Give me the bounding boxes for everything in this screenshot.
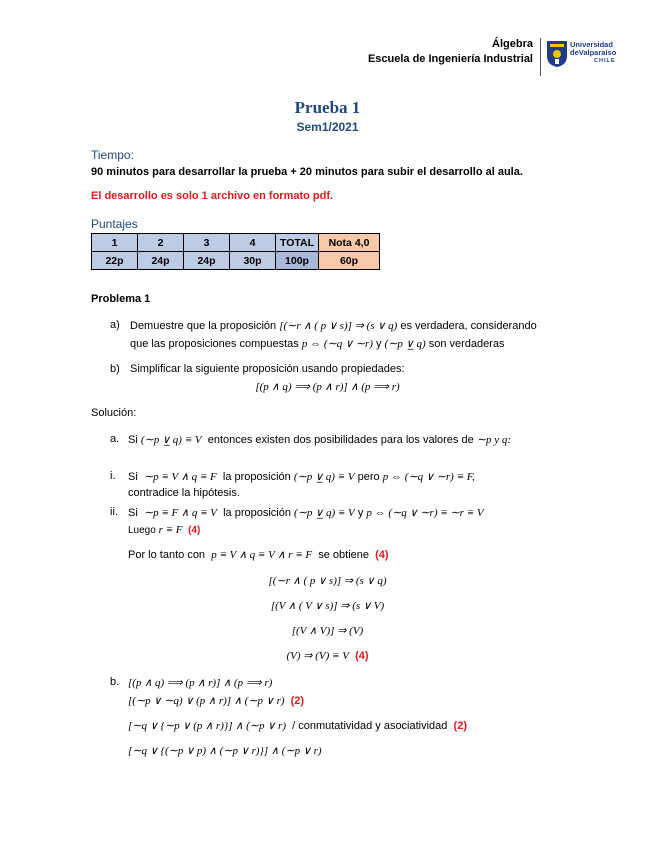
equation-step-3: [(V ∧ V)] ⇒ (V) bbox=[291, 625, 364, 637]
solucion-ii-expr1: ∼p ≡ F ∧ q ≡ V bbox=[143, 507, 217, 519]
table-header-cell: 1 bbox=[92, 234, 138, 252]
solucion-b-step-3-line bbox=[128, 719, 467, 732]
problema-a-line2 bbox=[130, 337, 505, 350]
equation-step-2: [(V ∧ ( V ∨ s)] ⇒ (s ∨ V) bbox=[270, 600, 385, 612]
university-crest-icon bbox=[546, 40, 568, 68]
solucion-i-pero: pero bbox=[357, 471, 380, 483]
table-header-cell: 3 bbox=[184, 234, 230, 252]
problema-a-y: y bbox=[375, 338, 382, 350]
solucion-i-expr2: (∼p ∨̲ q) ≡ V bbox=[293, 471, 355, 483]
logo-line-3: CHILE bbox=[594, 58, 616, 64]
course-name: Álgebra bbox=[492, 38, 533, 50]
tiempo-text: 90 minutos para desarrollar la prueba + 20 minutos para subir el desarrollo al aula. bbox=[91, 166, 523, 178]
table-cell: 24p bbox=[138, 252, 184, 270]
solucion-ii-luego-line bbox=[128, 524, 200, 536]
solucion-ii-expr3: p ⇔ (∼q ∨ ∼r) ≡ ∼r ≡ V bbox=[366, 507, 484, 519]
por-lo-tanto-expr: p ≡ V ∧ q ≡ V ∧ r ≡ F bbox=[211, 549, 313, 561]
solucion-i-si: Si bbox=[128, 471, 138, 483]
solucion-a-line bbox=[128, 433, 511, 446]
solucion-b-step-3-text: / conmutatividad y asociatividad bbox=[292, 720, 448, 732]
solucion-i-expr1: ∼p ≡ V ∧ q ≡ F bbox=[143, 471, 217, 483]
problema-a-expr2: p ⇔ (∼q ∨ ∼r) bbox=[301, 338, 373, 350]
table-header-cell: 2 bbox=[138, 234, 184, 252]
por-lo-tanto-text: Por lo tanto con bbox=[128, 549, 206, 561]
por-lo-tanto-line bbox=[128, 548, 389, 561]
university-logo-text bbox=[570, 41, 616, 65]
solucion-a-text: entonces existen dos posibilidades para los valores de bbox=[207, 434, 474, 446]
solucion-ii-si: Si bbox=[128, 507, 138, 519]
equation-step-4-line bbox=[0, 649, 655, 662]
solucion-title: Solución: bbox=[91, 407, 137, 419]
solucion-a-si: Si bbox=[128, 434, 138, 446]
problema-b-label: b) bbox=[110, 363, 120, 375]
table-header-cell: 4 bbox=[230, 234, 276, 252]
solucion-ii-line bbox=[128, 506, 484, 519]
problema-a-text: Demuestre que la proposición bbox=[130, 320, 277, 332]
solucion-b-step-3-points: (2) bbox=[453, 720, 467, 732]
table-cell: 60p bbox=[319, 252, 380, 270]
header bbox=[368, 37, 533, 67]
table-row bbox=[92, 234, 380, 252]
table-cell: 24p bbox=[184, 252, 230, 270]
problema-a-expr3: (∼p ∨̲ q) bbox=[384, 338, 426, 350]
solucion-a-expr: (∼p ∨̲ q) ≡ V bbox=[140, 434, 202, 446]
page-subtitle: Sem1/2021 bbox=[296, 120, 359, 134]
solucion-ii-expr2: (∼p ∨̲ q) ≡ V bbox=[294, 507, 355, 519]
problema-a-line1 bbox=[130, 319, 537, 332]
solucion-i-line2: contradice la hipótesis. bbox=[128, 487, 240, 499]
tiempo-label: Tiempo: bbox=[91, 148, 134, 162]
solucion-ii-y: y bbox=[357, 507, 364, 519]
problema-a-label: a) bbox=[110, 319, 120, 331]
solucion-ii-expr4: r ≡ F bbox=[158, 524, 183, 536]
logo-line-1: Universidad bbox=[570, 40, 613, 49]
table-row bbox=[92, 252, 380, 270]
school-name: Escuela de Ingeniería Industrial bbox=[367, 53, 533, 65]
puntajes-label: Puntajes bbox=[91, 217, 138, 231]
problema-b-expr: [(p ∧ q) ⟹ (p ∧ r)] ∧ (p ⟹ r) bbox=[255, 381, 400, 393]
solucion-i-text1: la proposición bbox=[222, 471, 291, 483]
header-divider bbox=[540, 38, 541, 76]
solucion-ii-label: ii. bbox=[110, 506, 118, 518]
page-title: Prueba 1 bbox=[294, 98, 361, 117]
table-cell: 100p bbox=[276, 252, 319, 270]
equation-step-4-points: (4) bbox=[355, 650, 369, 662]
equation-step-4: (V) ⇒ (V) ≡ V bbox=[286, 650, 349, 662]
table-cell: 22p bbox=[92, 252, 138, 270]
problema-a-text2: que las proposiciones compuestas bbox=[130, 338, 299, 350]
table-header-cell: TOTAL bbox=[276, 234, 319, 252]
solucion-ii-points: (4) bbox=[188, 525, 201, 536]
solucion-a-label: a. bbox=[110, 433, 120, 445]
solucion-b-step-3: [∼q ∨ {∼p ∨ (p ∧ r)}] ∧ (∼p ∨ r) bbox=[128, 720, 286, 732]
warning-text: El desarrollo es solo 1 archivo en formato pdf. bbox=[91, 190, 334, 202]
solucion-b-label: b. bbox=[110, 676, 120, 688]
problema-b-text: Simplificar la siguiente proposición usando propiedades: bbox=[130, 363, 405, 375]
solucion-b-step-2-points: (2) bbox=[290, 695, 305, 707]
solucion-b-step-2: [(∼p ∨ ∼q) ∨ (p ∧ r)] ∧ (∼p ∨ r) bbox=[128, 695, 285, 707]
solucion-ii-luego: Luego bbox=[128, 525, 156, 536]
por-lo-tanto-points: (4) bbox=[375, 549, 389, 561]
solucion-b-step-4: [∼q ∨ {(∼p ∨ p) ∧ (∼p ∨ r)}] ∧ (∼p ∨ r) bbox=[128, 745, 322, 757]
problema-a-text2b: son verdaderas bbox=[428, 338, 505, 350]
equation-step-1: [(∼r ∧ ( p ∨ s)] ⇒ (s ∨ q) bbox=[268, 575, 387, 587]
solucion-a-vars: ∼p y q: bbox=[476, 434, 512, 446]
problema-a-text-b: es verdadera, considerando bbox=[400, 320, 537, 332]
table-header-cell: Nota 4,0 bbox=[319, 234, 380, 252]
problema-title: Problema 1 bbox=[91, 293, 151, 305]
por-lo-tanto-text2: se obtiene bbox=[318, 549, 369, 561]
solucion-i-label: i. bbox=[110, 470, 116, 482]
solucion-b-step-2-line bbox=[128, 694, 304, 707]
solucion-i-expr3: p ⇔ (∼q ∨ ∼r) ≡ F, bbox=[382, 471, 475, 483]
table-cell: 30p bbox=[230, 252, 276, 270]
solucion-ii-text1: la proposición bbox=[223, 507, 291, 519]
logo-line-2: deValparaíso bbox=[570, 48, 617, 57]
problema-a-expr1: [(∼r ∧ ( p ∨ s)] ⇒ (s ∨ q) bbox=[279, 320, 398, 332]
solucion-i-line bbox=[128, 470, 475, 483]
solucion-b-step-1: [(p ∧ q) ⟹ (p ∧ r)] ∧ (p ⟹ r) bbox=[128, 677, 273, 689]
puntajes-table bbox=[91, 233, 380, 270]
